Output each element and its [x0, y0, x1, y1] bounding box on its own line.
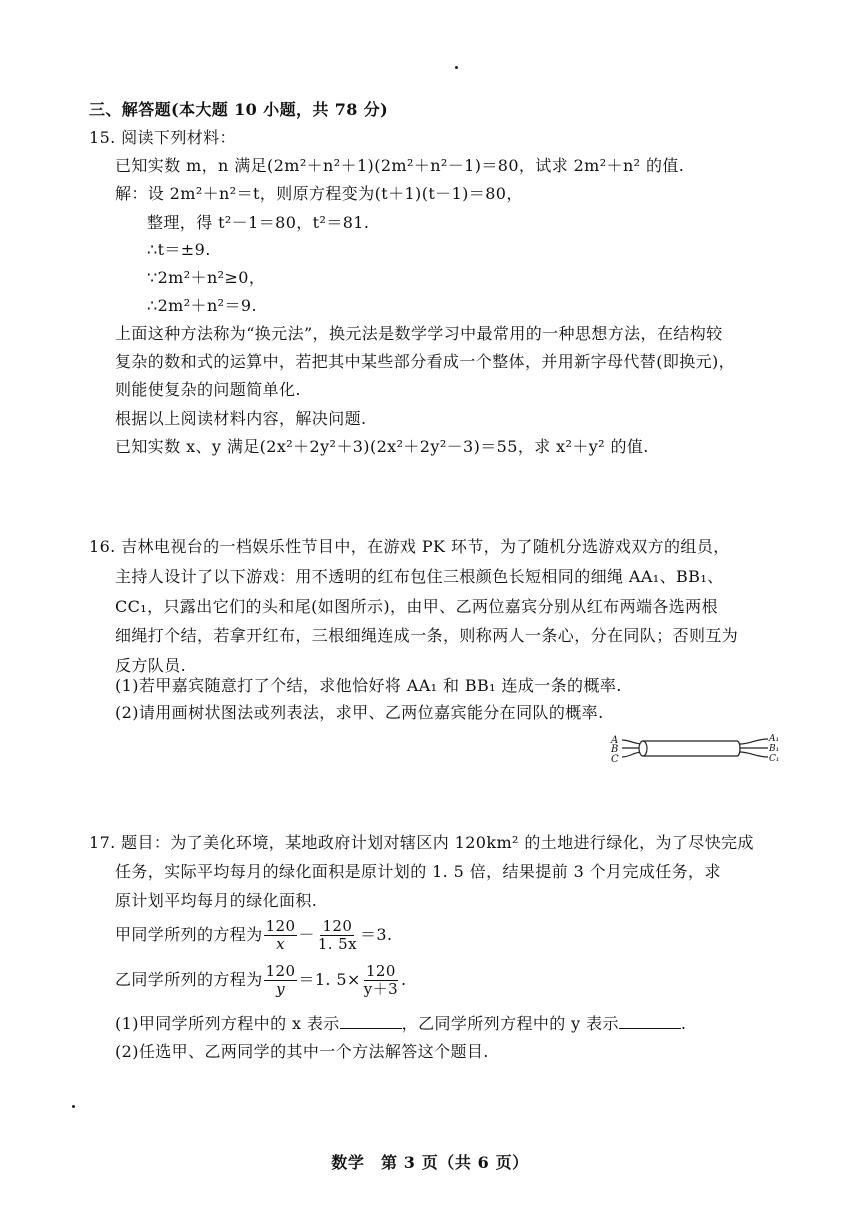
strand-c-right — [740, 752, 768, 757]
q17-yi-equation — [115, 962, 407, 998]
sub1-part-b: ，乙同学所列方程中的 y 表示 — [401, 1014, 619, 1033]
rope-figure — [610, 730, 790, 770]
q16-line: 反方队员. — [115, 656, 187, 675]
yi-prefix: 乙同学所列的方程为 — [115, 970, 263, 989]
q16-line: 主持人设计了以下游戏：用不透明的红布包住三根颜色长短相同的细绳 AA₁、BB₁、 — [115, 567, 724, 586]
q15-line: 已知实数 x、y 满足(2x²＋2y²＋3)(2x²＋2y²－3)＝55，求 x²＋y² 的值. — [115, 437, 649, 456]
q16-line: (2)请用画树状图法或列表法，求甲、乙两位嘉宾能分在同队的概率. — [115, 703, 604, 722]
q15-line: ∴t＝±9. — [147, 240, 211, 259]
jia-equals: ＝3. — [359, 925, 393, 944]
label-a: A — [611, 735, 619, 746]
sub1-part-a: (1)甲同学所列方程中的 x 表示 — [115, 1014, 340, 1033]
q15-line: 解：设 2m²＋n²＝t，则原方程变为(t＋1)(t－1)＝80， — [115, 184, 523, 203]
cloth-end-left — [639, 741, 647, 756]
red-cloth — [640, 741, 740, 756]
q15-head: 15. 阅读下列材料： — [89, 128, 236, 147]
q15-line: ∴2m²＋n²＝9. — [147, 296, 257, 315]
label-c1: C₁ — [769, 754, 780, 764]
sub1-part-c: . — [680, 1014, 687, 1033]
strand-a-right — [740, 739, 768, 744]
yi-end: . — [401, 970, 407, 989]
strand-c-left — [622, 752, 642, 757]
q15-line: ∵2m²＋n²≥0， — [147, 268, 266, 287]
label-b: B — [611, 744, 619, 755]
jia-minus: － — [298, 925, 315, 944]
q17-sub2: (2)任选甲、乙两同学的其中一个方法解答这个题目. — [115, 1042, 489, 1061]
label-b1: B₁ — [769, 744, 780, 754]
q17-line: 原计划平均每月的绿化面积. — [115, 891, 318, 910]
jia-f1-numerator: 120 — [265, 917, 296, 935]
jia-prefix: 甲同学所列的方程为 — [115, 925, 263, 944]
answer-blank-y[interactable] — [619, 1013, 681, 1029]
q15-line: 则能使复杂的问题简单化. — [115, 380, 301, 399]
jia-f1-denominator: x — [276, 935, 285, 953]
answer-blank-x[interactable] — [340, 1013, 402, 1029]
q17-jia-equation — [115, 917, 392, 953]
q15-line: 根据以上阅读材料内容，解决问题. — [115, 409, 367, 428]
page-footer: 数学 第 3 页（共 6 页） — [331, 1153, 529, 1172]
q15-line: 上面这种方法称为“换元法”，换元法是数学学习中最常用的一种思想方法，在结构较 — [115, 324, 723, 343]
label-c: C — [611, 754, 619, 765]
q15-line: 整理，得 t²－1＝80，t²＝81. — [147, 213, 370, 232]
q17-line: 任务，实际平均每月的绿化面积是原计划的 1. 5 倍，结果提前 3 个月完成任务，求 — [115, 862, 721, 881]
yi-fraction-2 — [362, 963, 400, 998]
yi-f1-denominator: y — [276, 980, 285, 998]
q15-line: 复杂的数和式的运算中，若把其中某些部分看成一个整体，并用新字母代替(即换元)， — [115, 352, 736, 371]
label-a1: A₁ — [769, 734, 780, 744]
q16-line: CC₁，只露出它们的头和尾(如图所示)，由甲、乙两位嘉宾分别从红布两端各选两根 — [115, 597, 718, 616]
q15-line: 已知实数 m，n 满足(2m²＋n²＋1)(2m²＋n²－1)＝80，试求 2m²＋n² 的值. — [115, 156, 685, 175]
jia-f2-numerator: 120 — [322, 917, 353, 935]
q16-line: 细绳打个结，若拿开红布，三根细绳连成一条，则称两人一条心，分在同队；否则互为 — [115, 626, 739, 645]
yi-mid: ＝1. 5× — [298, 970, 361, 989]
section-title: 三、解答题(本大题 10 小题，共 78 分) — [89, 100, 389, 119]
q17-line: 17. 题目：为了美化环境，某地政府计划对辖区内 120km² 的土地进行绿化，为了尽快完成 — [89, 833, 754, 852]
jia-fraction-1 — [264, 918, 298, 953]
jia-f2-denominator: 1. 5x — [317, 935, 357, 953]
yi-fraction-1 — [264, 963, 298, 998]
q17-sub1 — [115, 1013, 686, 1034]
q16-line: (1)若甲嘉宾随意打了个结，求他恰好将 AA₁ 和 BB₁ 连成一条的概率. — [115, 676, 622, 695]
yi-f2-denominator: y＋3 — [363, 980, 399, 998]
scan-speck — [455, 66, 458, 69]
yi-f2-numerator: 120 — [365, 962, 396, 980]
strand-a-left — [622, 740, 642, 744]
yi-f1-numerator: 120 — [265, 962, 296, 980]
scan-speck — [72, 1105, 75, 1108]
q16-line: 16. 吉林电视台的一档娱乐性节目中，在游戏 PK 环节，为了随机分选游戏双方的组员， — [89, 537, 730, 556]
jia-fraction-2 — [316, 918, 359, 953]
